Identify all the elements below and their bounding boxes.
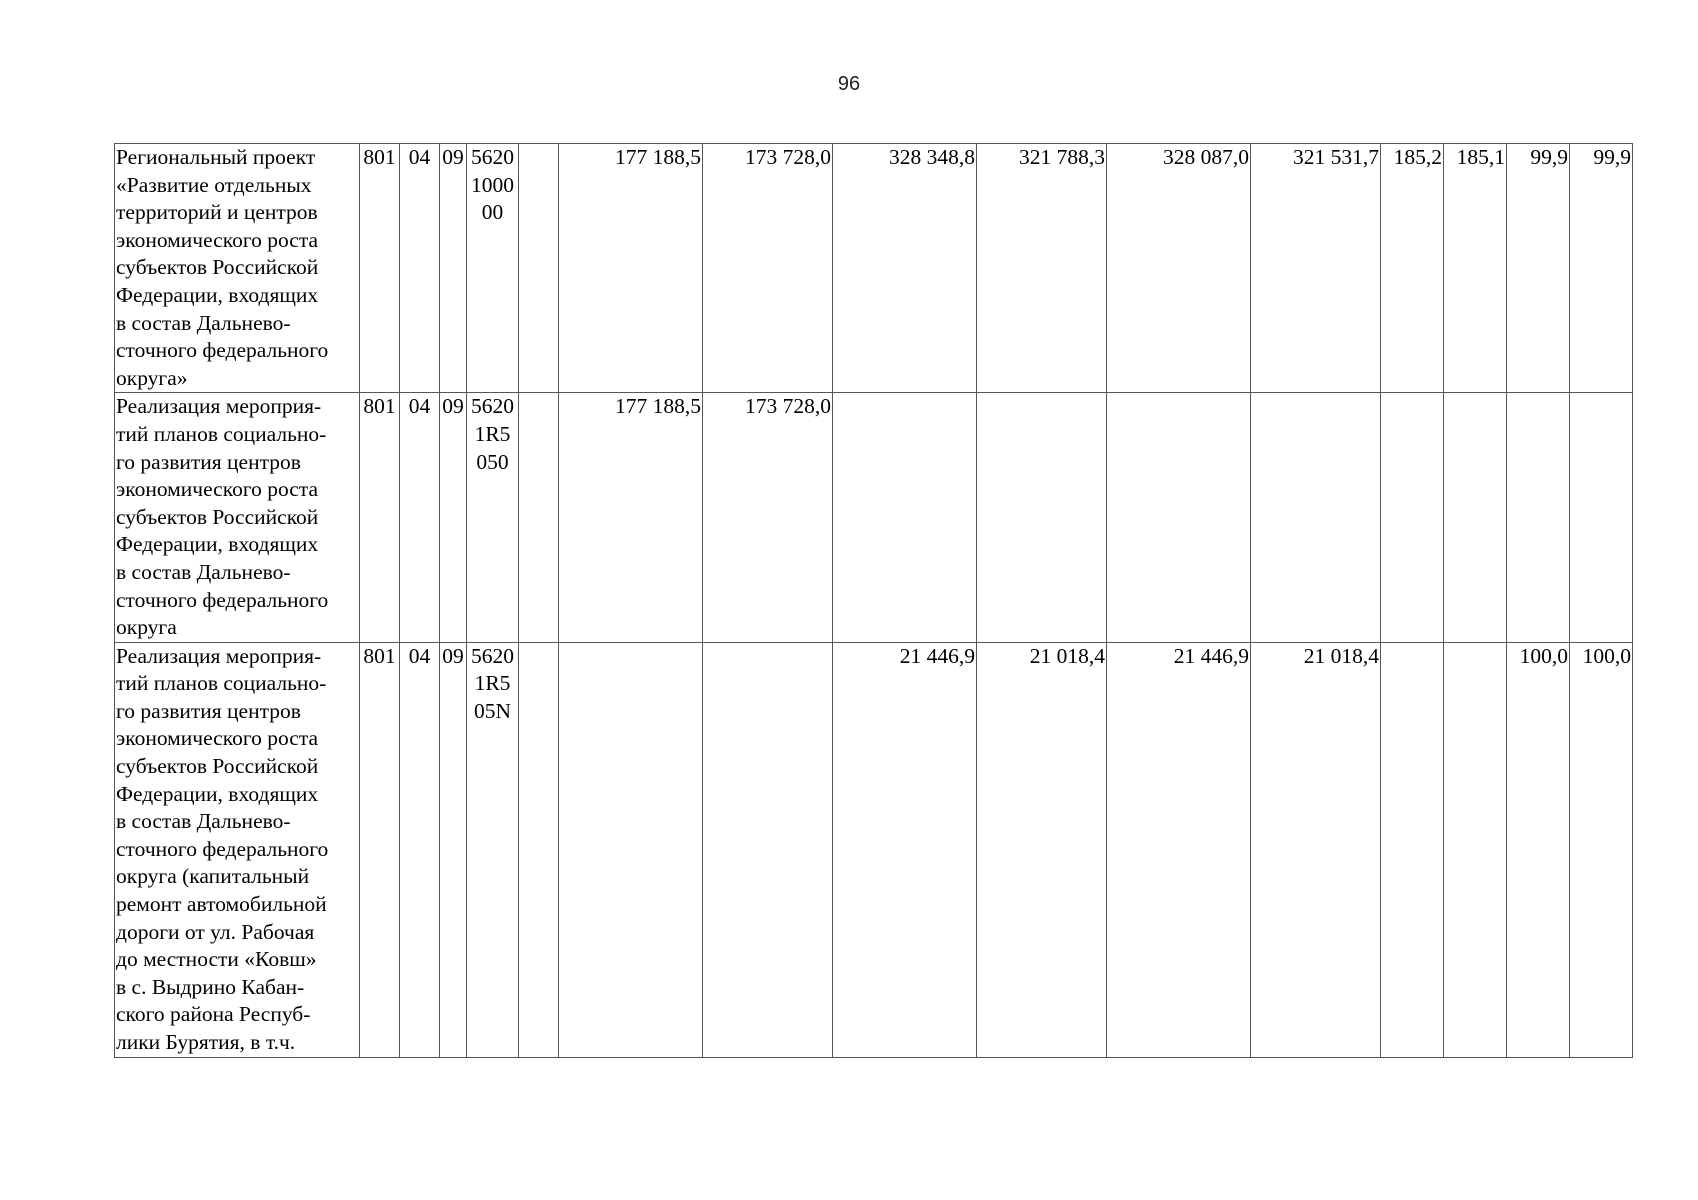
table-row <box>115 393 1633 642</box>
code-cell-5 <box>519 393 559 642</box>
value-cell-5: 21 446,9 <box>1107 642 1251 1057</box>
value-cell-4: 321 788,3 <box>977 144 1107 393</box>
value-cell-3: 328 348,8 <box>833 144 977 393</box>
row-name-line: округа <box>116 615 177 640</box>
row-name-line: в с. Выдрино Кабан- <box>116 974 305 999</box>
value-cell-2: 173 728,0 <box>703 393 833 642</box>
target-code-line: 050 <box>476 449 509 474</box>
row-name-cell <box>115 144 360 393</box>
value-cell-1: 177 188,5 <box>559 144 703 393</box>
row-name-line: сточного федерального <box>116 587 329 612</box>
row-name-line: в состав Дальнево- <box>116 559 291 584</box>
row-name-line: округа (капитальный <box>116 864 310 889</box>
code-cell-3: 09 <box>440 642 467 1057</box>
row-name-line: субъектов Российской <box>116 504 319 529</box>
code-cell-4 <box>467 144 519 393</box>
row-name-line: лики Бурятия, в т.ч. <box>116 1030 296 1054</box>
value-cell-8: 185,1 <box>1444 144 1507 393</box>
row-name-line: тий планов социально- <box>116 421 327 446</box>
value-cell-1 <box>559 642 703 1057</box>
table-row <box>115 144 1633 393</box>
code-cell-4 <box>467 393 519 642</box>
budget-table <box>114 143 1633 1058</box>
target-code-line: 1R5 <box>474 671 511 696</box>
row-name-line: субъектов Российской <box>116 255 319 280</box>
row-name-line: субъектов Российской <box>116 754 319 779</box>
value-cell-9: 99,9 <box>1507 144 1570 393</box>
row-name-line: экономического роста <box>116 726 319 751</box>
row-name-line: в состав Дальнево- <box>116 310 291 335</box>
value-cell-6 <box>1251 393 1381 642</box>
row-name-line: «Развитие отдельных <box>116 172 312 197</box>
row-name-line: сточного федерального <box>116 836 329 861</box>
value-cell-10: 100,0 <box>1570 642 1633 1057</box>
value-cell-5 <box>1107 393 1251 642</box>
row-name-line: го развития центров <box>116 698 301 723</box>
row-name-cell <box>115 393 360 642</box>
code-cell-1: 801 <box>360 144 400 393</box>
code-cell-5 <box>519 144 559 393</box>
row-name-line: Реализация мероприя- <box>116 394 322 419</box>
row-name-line: ского района Респуб- <box>116 1002 311 1027</box>
row-name-line: территорий и центров <box>116 200 318 225</box>
target-code-line: 00 <box>481 200 504 225</box>
target-code-line: 1R5 <box>474 421 511 446</box>
code-cell-2: 04 <box>400 144 440 393</box>
table-row <box>115 642 1633 1057</box>
code-cell-2: 04 <box>400 642 440 1057</box>
row-name-line: экономического роста <box>116 227 319 252</box>
target-code-line: 05N <box>473 698 512 723</box>
value-cell-9 <box>1507 393 1570 642</box>
value-cell-1: 177 188,5 <box>559 393 703 642</box>
row-name-line: го развития центров <box>116 449 301 474</box>
value-cell-3: 21 446,9 <box>833 642 977 1057</box>
code-cell-4 <box>467 642 519 1057</box>
value-cell-2: 173 728,0 <box>703 144 833 393</box>
value-cell-10: 99,9 <box>1570 144 1633 393</box>
page-number: 96 <box>837 73 861 95</box>
value-cell-5: 328 087,0 <box>1107 144 1251 393</box>
code-cell-1: 801 <box>360 642 400 1057</box>
value-cell-7 <box>1381 642 1444 1057</box>
target-code-line: 5620 <box>471 643 514 668</box>
row-name-line: Федерации, входящих <box>116 532 319 557</box>
row-name-line: Реализация мероприя- <box>116 643 322 668</box>
value-cell-4: 21 018,4 <box>977 642 1107 1057</box>
target-code-line: 5620 <box>471 394 514 419</box>
row-name-line: Федерации, входящих <box>116 781 319 806</box>
row-name-line: ремонт автомобильной <box>116 892 327 917</box>
target-code-line: 1000 <box>471 172 514 197</box>
value-cell-6: 21 018,4 <box>1251 642 1381 1057</box>
code-cell-5 <box>519 642 559 1057</box>
code-cell-2: 04 <box>400 393 440 642</box>
row-name-line: округа» <box>116 365 188 390</box>
row-name-line: в состав Дальнево- <box>116 809 291 834</box>
code-cell-3: 09 <box>440 393 467 642</box>
code-cell-1: 801 <box>360 393 400 642</box>
row-name-line: до местности «Ковш» <box>116 947 317 972</box>
target-code-line: 5620 <box>471 145 514 169</box>
row-name-line: Региональный проект <box>116 145 316 169</box>
row-name-cell <box>115 642 360 1057</box>
code-cell-3: 09 <box>440 144 467 393</box>
value-cell-10 <box>1570 393 1633 642</box>
row-name-line: Федерации, входящих <box>116 282 319 307</box>
row-name-line: тий планов социально- <box>116 671 327 696</box>
value-cell-7 <box>1381 393 1444 642</box>
value-cell-6: 321 531,7 <box>1251 144 1381 393</box>
value-cell-8 <box>1444 393 1507 642</box>
value-cell-4 <box>977 393 1107 642</box>
value-cell-7: 185,2 <box>1381 144 1444 393</box>
value-cell-2 <box>703 642 833 1057</box>
value-cell-9: 100,0 <box>1507 642 1570 1057</box>
row-name-line: экономического роста <box>116 477 319 502</box>
row-name-line: дороги от ул. Рабочая <box>116 919 315 944</box>
row-name-line: сточного федерального <box>116 338 329 363</box>
value-cell-3 <box>833 393 977 642</box>
value-cell-8 <box>1444 642 1507 1057</box>
